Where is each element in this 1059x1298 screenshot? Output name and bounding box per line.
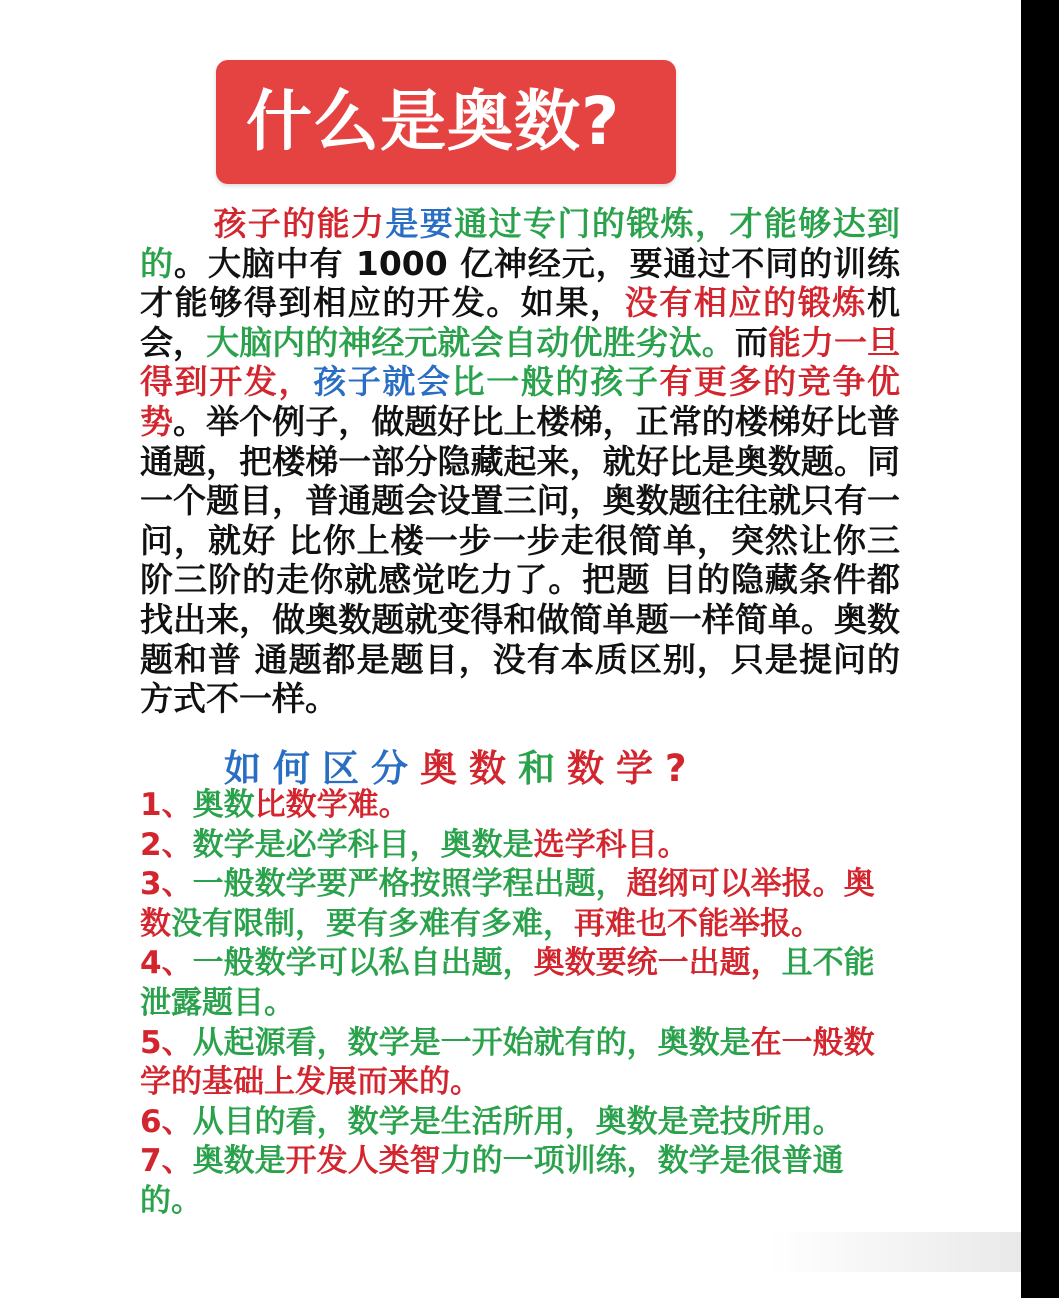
- corner-shadow: [770, 1232, 1021, 1272]
- intro-segment-13: 有更多的竞争优势: [140, 362, 901, 441]
- intro-segment-12: 比一般的孩子: [451, 362, 660, 402]
- list-item-number: 2、: [140, 826, 193, 863]
- list-item-number: 3、: [140, 866, 193, 903]
- list-item-text: 选学科目。: [533, 826, 689, 863]
- list-item-number: 1、: [140, 787, 193, 823]
- intro-segment-10: 能力一旦得到开发，: [140, 322, 901, 402]
- list-item: [140, 1103, 900, 1143]
- comparison-list: [140, 786, 900, 1222]
- list-item-text: 一般数学要严格按照学程出题，: [192, 866, 627, 903]
- list-item-text: 且不能泄露题目。: [140, 945, 875, 1021]
- list-item-text: 奥数是: [192, 1143, 286, 1180]
- intro-segment-2: 是要: [385, 204, 455, 243]
- list-item-text: 再难也不能举报。: [574, 905, 822, 942]
- list-item-number: 6、: [140, 1103, 193, 1140]
- list-item-text: 力的一项训练，数学是很普通的。: [140, 1143, 844, 1219]
- list-item: [140, 1024, 900, 1103]
- list-item-number: 4、: [140, 945, 193, 982]
- list-item: [140, 826, 900, 866]
- list-item-text: 奥数要统一出题，: [533, 945, 782, 982]
- list-item: [140, 944, 900, 1023]
- list-item-text: 从目的看，数学是生活所用，奥数是竞技所用。: [192, 1103, 844, 1140]
- list-item-text: 数学是必学科目，奥数是: [192, 826, 534, 863]
- list-item-number: 7、: [140, 1143, 193, 1180]
- list-item-text: 一般数学可以私自出题，: [192, 945, 534, 982]
- heading-part-4: 数学?: [567, 747, 699, 790]
- heading-part-2: 奥数: [420, 747, 518, 790]
- list-item: [140, 786, 900, 826]
- intro-segment-9: 而: [734, 322, 768, 362]
- heading-part-3: 和: [518, 747, 567, 790]
- intro-segment-11: 孩子就会: [313, 362, 452, 402]
- intro-segment-7: 机会，: [140, 283, 901, 362]
- intro-segment-6: 没有相应的锻炼: [624, 283, 868, 323]
- list-item-number: 5、: [140, 1024, 193, 1061]
- intro-segment-4: 才能够达到的: [140, 204, 901, 283]
- heading-part-1: 如何区分: [224, 747, 420, 790]
- list-item-text: 超纲可以举报。: [626, 866, 844, 903]
- intro-segment-5: 。大脑中有 1000 亿神经元，要通过不同的训练才能够得到相应的开发。如果，: [140, 243, 901, 323]
- list-item: [140, 1142, 900, 1221]
- title-banner: [216, 60, 676, 184]
- list-item-text: 奥数: [192, 787, 255, 823]
- list-item: [140, 865, 900, 944]
- list-item-text: 在一般数学的基础上发展而来的。: [140, 1024, 875, 1101]
- page-title: 什么是奥数?: [246, 83, 621, 160]
- intro-segment-1: 孩子的能力: [212, 204, 386, 243]
- intro-segment-14: 。举个例子，做题好比上楼梯，正常的楼梯好比普通题，把楼梯一部分隐藏起来，就好比是奥数题。同一个题目，普通题会设置三问，奥数题往往就只有一问，就好 比你上楼一步一步走很简单，突然让你三阶三阶的走你就感觉吃力了。把题 目的隐藏条件都找出来，做奥数题就变得和做简单题一样简单。奥数题和普 通题都是题目，没有本质区别，只是提问的方式不一样。: [140, 401, 901, 719]
- intro-segment-8: 大脑内的神经元就会自动优胜劣汰。: [206, 322, 735, 362]
- intro-paragraph: [140, 204, 900, 719]
- list-item-text: 奥数: [140, 866, 875, 942]
- list-item-text: 没有限制，要有多难有多难，: [171, 905, 574, 942]
- list-item-text: 比数学难。: [254, 787, 410, 823]
- list-item-text: 从起源看，数学是一开始就有的，奥数是: [192, 1024, 751, 1061]
- intro-segment-3: 通过专门的锻炼，: [454, 204, 730, 243]
- list-item-text: 开发人类智: [285, 1143, 441, 1180]
